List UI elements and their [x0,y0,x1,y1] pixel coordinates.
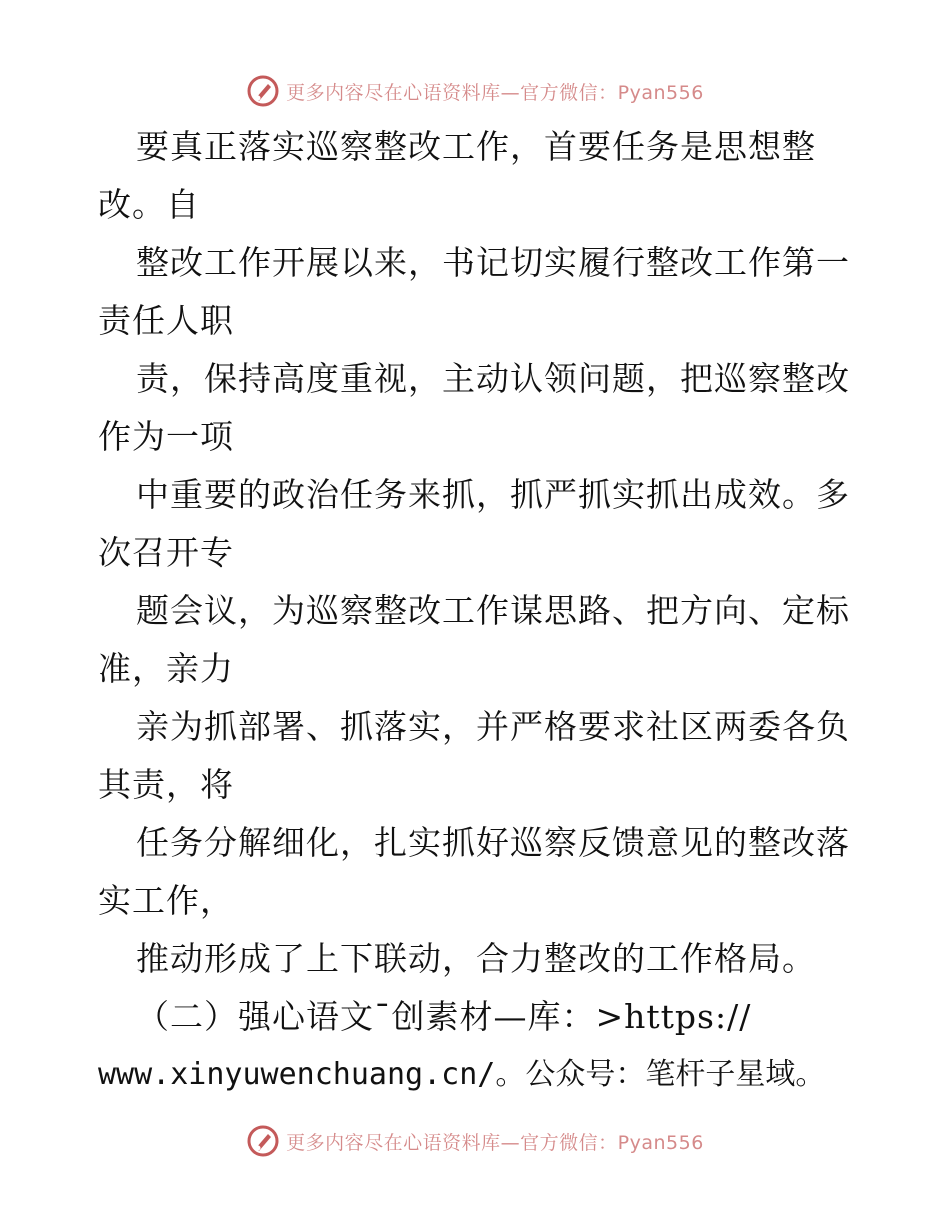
header-watermark [0,71,950,111]
watermark-text: 更多内容尽在心语资料库—官方微信：Pyan556 [286,81,704,104]
fountain-pen-seal-icon [246,74,280,108]
body-line: 责任人职 [98,301,234,340]
section-heading-line: （二）强心语文¯创素材—库：>https:// [136,997,752,1036]
body-line: 推动形成了上下联动，合力整改的工作格局。 [136,939,816,978]
body-line: 实工作， [98,881,234,920]
body-line: 任务分解细化，扎实抓好巡察反馈意见的整改落 [136,823,850,862]
fountain-pen-seal-icon [246,1124,280,1158]
body-line: 亲为抓部署、抓落实，并严格要求社区两委各负 [136,707,850,746]
body-line: 准，亲力 [98,649,234,688]
watermark-text: 更多内容尽在心语资料库—官方微信：Pyan556 [286,1131,704,1154]
body-line: 要真正落实巡察整改工作，首要任务是思想整 [136,127,816,166]
body-line: 整改工作开展以来，书记切实履行整改工作第一 [136,243,850,282]
body-line: 次召开专 [98,533,234,572]
url-line: www.xinyuwenchuang.cn/。公众号：笔杆子星域。 [98,1057,826,1092]
document-body [98,118,858,1104]
body-line: 其责，将 [98,765,234,804]
footer-watermark [0,1121,950,1161]
body-line: 责，保持高度重视，主动认领问题，把巡察整改 [136,359,850,398]
body-line: 题会议，为巡察整改工作谋思路、把方向、定标 [136,591,850,630]
body-line: 作为一项 [98,417,234,456]
body-line: 改。自 [98,185,200,224]
body-line: 中重要的政治任务来抓，抓严抓实抓出成效。多 [136,475,850,514]
